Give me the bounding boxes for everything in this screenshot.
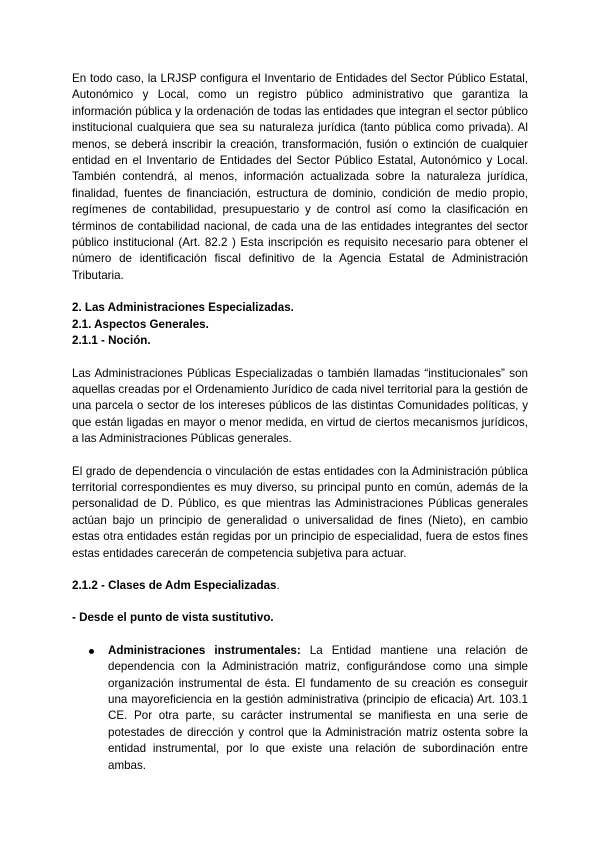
subsubsection-heading: 2.1.1 - Noción. <box>72 334 151 348</box>
section-heading: 2. Las Administraciones Especializadas. <box>72 301 294 315</box>
spacer <box>72 284 528 300</box>
spacer <box>72 627 528 643</box>
clases-heading-text: 2.1.2 - Clases de Adm Especializadas <box>72 578 277 592</box>
spacer <box>72 350 528 366</box>
spacer <box>72 562 528 578</box>
clases-heading-suffix: . <box>276 578 280 592</box>
clases-heading <box>72 578 528 594</box>
subsection-heading: 2.1. Aspectos Generales. <box>72 317 209 331</box>
intro-paragraph: En todo caso, la LRJSP configura el Inventario de Entidades del Sector Público Estatal, Autonómico y Local, como un registro público administrativo que garantiza la información pública y la ordenación de todas las entidades que integran el sector público institucional cualquiera que sea su naturaleza jurídica (tanto pública como privada). Al menos, se deberá inscribir la creación, transformación, fusión o extinción de cualquier entidad en el Inventario de Entidades del Sector Público Estatal, Autonómico y Local. También contendrá, al menos, información actualizada sobre la naturaleza jurídica, finalidad, fuentes de financiación, estructura de dominio, condición de medio propio, regímenes de contabilidad, presupuestario y de control así como la clasificación en términos de contabilidad nacional, de cada una de las entidades integrantes del sector público institucional (Art. 82.2 ) Esta inscripción es requisito necesario para obtener el número de identificación fiscal definitivo de la Agencia Estatal de Administración Tributaria. <box>72 72 528 282</box>
nocion-paragraph-1: Las Administraciones Públicas Especializadas o también llamadas “institucionales” son aquellas creadas por el Ordenamiento Jurídico de cada nivel territorial para la gestión de una parcela o sector de los intereses públicos de las distintas Comunidades políticas, y que están ligadas en mayor o menor medida, en virtud de ciertos mecanismos jurídicos, a las Administraciones Públicas generales. <box>72 366 528 446</box>
list-item-term: Administraciones instrumentales: <box>108 643 301 657</box>
spacer <box>72 594 528 610</box>
document-page <box>72 71 528 774</box>
spacer <box>72 448 528 464</box>
list-item <box>72 643 528 774</box>
nocion-paragraph-2: El grado de dependencia o vinculación de estas entidades con la Administración pública territorial correspondientes es muy diverso, su principal punto en común, además de la personalidad de D. Público, es que mientras las Administraciones Públicas generales actúan bajo un principio de generalidad o universalidad de fines (Nieto), en cambio estas otra entidades están regidas por un principio de especialidad, fuera de estos fines estas entidades carecerán de competencia subjetiva para actuar. <box>72 464 528 560</box>
bullet-list <box>72 643 528 774</box>
vista-heading: - Desde el punto de vista sustitutivo. <box>72 611 274 625</box>
bullet-icon <box>89 649 94 654</box>
list-item-text: La Entidad mantiene una relación de dependencia con la Administración matriz, configurándose como una simple organización instrumental de ésta. El fundamento de su creación es conseguir una mayoreficiencia en la gestión administrativa (principio de eficacia) Art. 103.1 CE. Por otra parte, su carácter instrumental se manifiesta en una serie de potestades de dirección y control que la Administración matriz ostenta sobre la entidad instrumental, por lo que existe una relación de subordinación entre ambas. <box>108 643 529 772</box>
